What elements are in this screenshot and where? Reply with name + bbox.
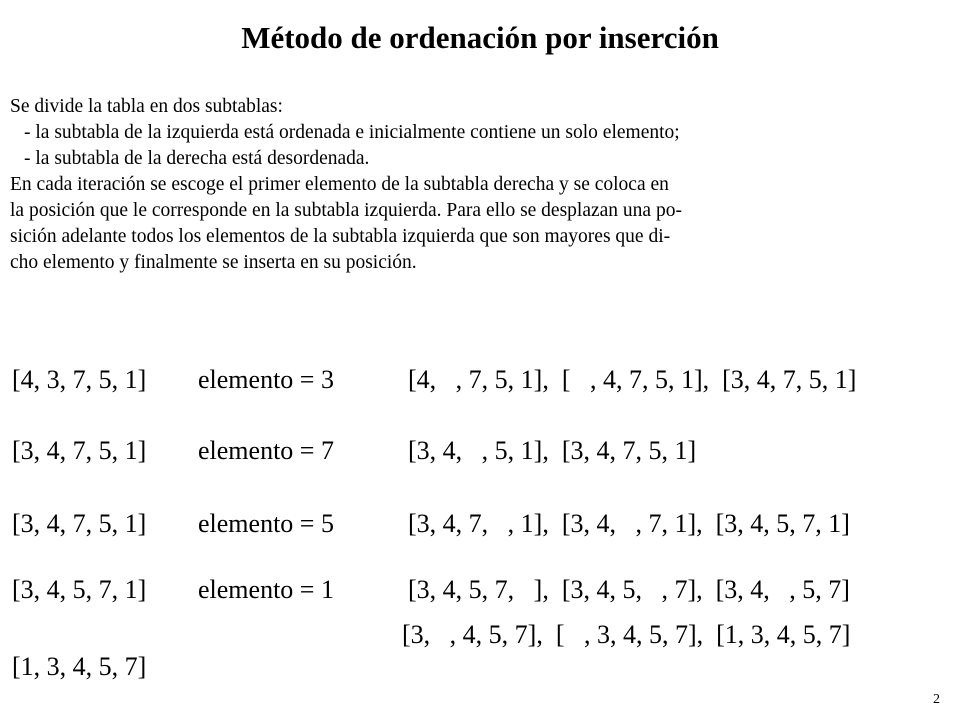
intro-line: sición adelante todos los elementos de la subtabla izquierda que son mayores que di- bbox=[10, 226, 671, 247]
step-array: [3, 4, 5, 7, 1] bbox=[12, 575, 147, 604]
intro-line: cho elemento y finalmente se inserta en su posición. bbox=[10, 252, 417, 273]
intro-line: - la subtabla de la derecha está desordenada. bbox=[24, 148, 370, 169]
step-sequence: [3, 4, , 5, 1], [3, 4, 7, 5, 1] bbox=[408, 436, 697, 465]
step-array: [3, 4, 7, 5, 1] bbox=[12, 509, 147, 538]
step-element: elemento = 7 bbox=[198, 436, 334, 465]
final-array: [1, 3, 4, 5, 7] bbox=[12, 652, 147, 681]
step-element: elemento = 1 bbox=[198, 575, 334, 604]
step-row-4-continuation: [3, , 4, 5, 7], [ , 3, 4, 5, 7], [1, 3, 4, 5, 7] bbox=[402, 620, 851, 649]
step-element: elemento = 5 bbox=[198, 509, 334, 538]
intro-line: En cada iteración se escoge el primer elemento de la subtabla derecha y se coloca en bbox=[10, 174, 669, 195]
page-title: Método de ordenación por inserción bbox=[241, 20, 719, 55]
step-sequence: [3, 4, 5, 7, ], [3, 4, 5, , 7], [3, 4, , 5, 7] bbox=[408, 575, 850, 604]
page-number: 2 bbox=[933, 692, 940, 707]
intro-text bbox=[10, 94, 945, 276]
step-array: [3, 4, 7, 5, 1] bbox=[12, 436, 147, 465]
intro-line: la posición que le corresponde en la subtabla izquierda. Para ello se desplazan una po- bbox=[10, 200, 682, 221]
step-element: elemento = 3 bbox=[198, 365, 334, 394]
step-sequence: [4, , 7, 5, 1], [ , 4, 7, 5, 1], [3, 4, 7, 5, 1] bbox=[408, 365, 857, 394]
intro-line: - la subtabla de la izquierda está ordenada e inicialmente contiene un solo elemento; bbox=[24, 122, 680, 143]
step-sequence: [3, 4, 7, , 1], [3, 4, , 7, 1], [3, 4, 5, 7, 1] bbox=[408, 509, 850, 538]
step-array: [4, 3, 7, 5, 1] bbox=[12, 365, 147, 394]
intro-line: Se divide la tabla en dos subtablas: bbox=[10, 96, 283, 117]
